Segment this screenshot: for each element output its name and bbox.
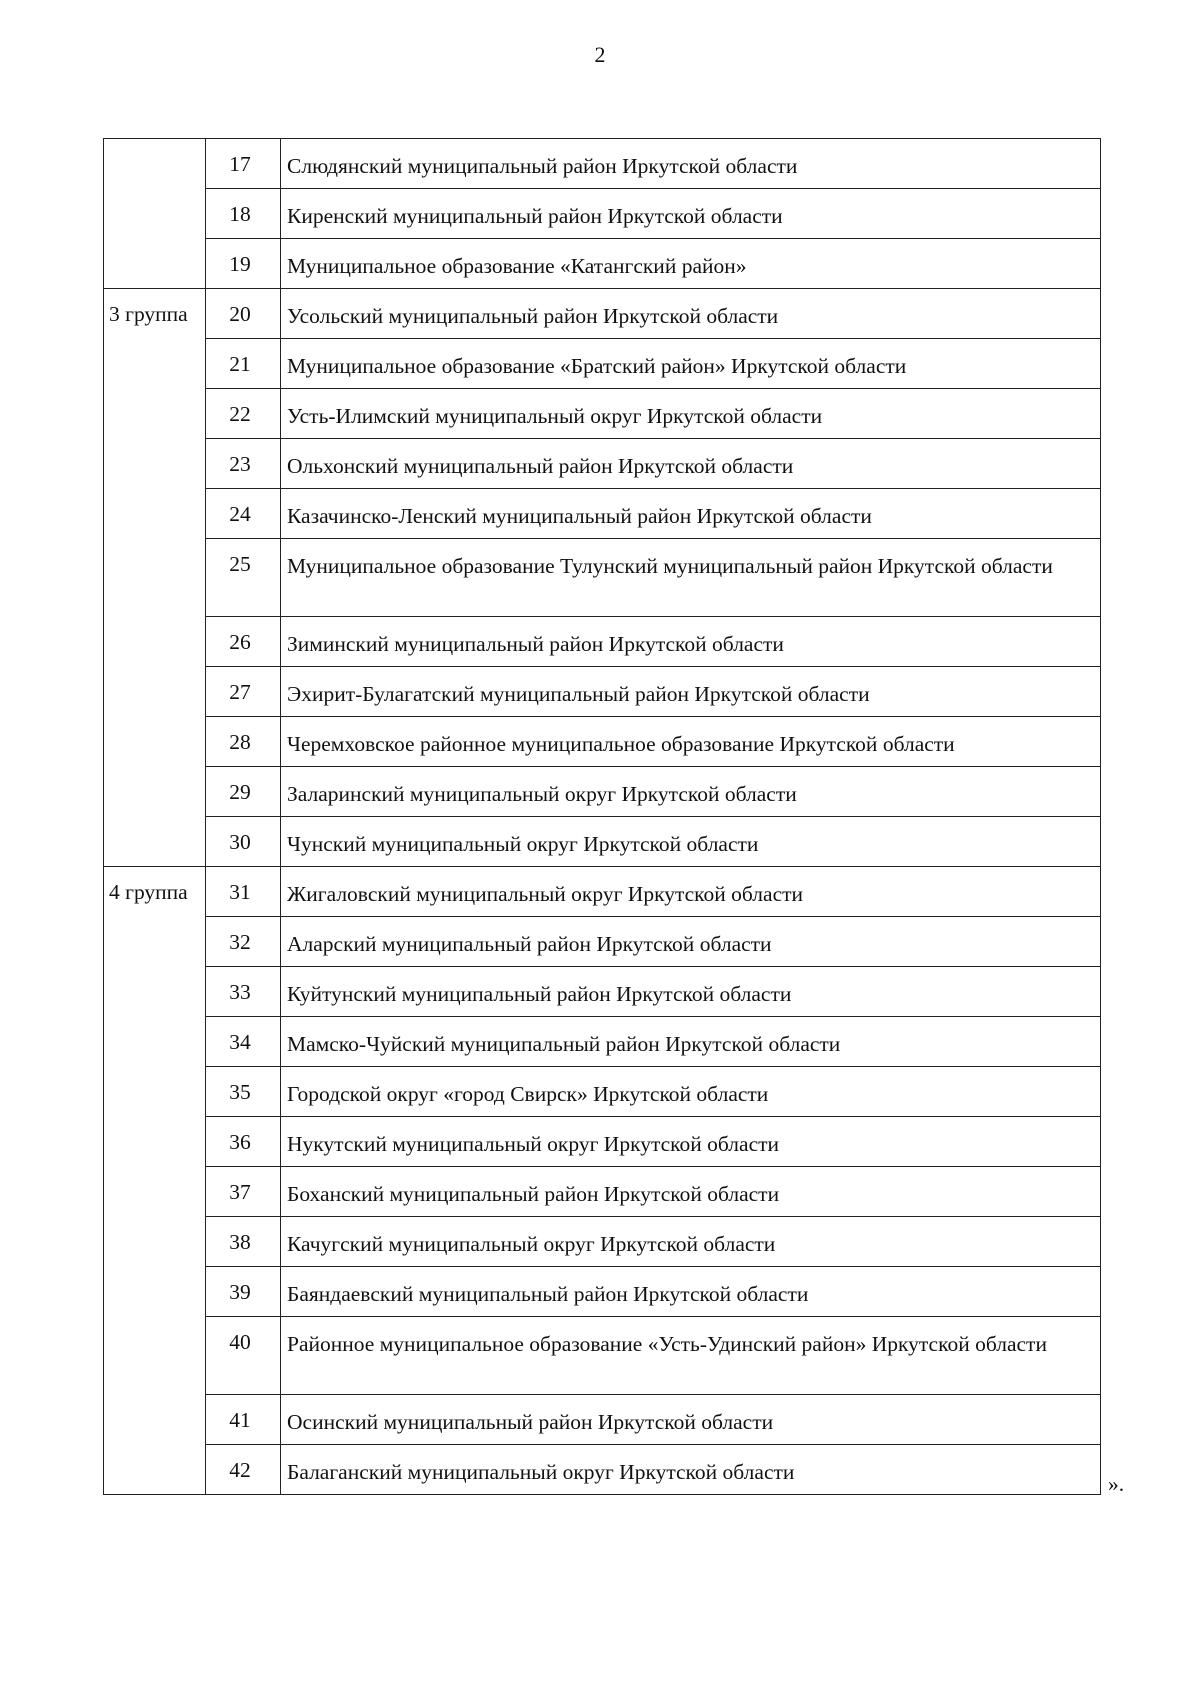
municipality-name bbox=[281, 667, 1101, 717]
table-row bbox=[104, 667, 1101, 717]
municipality-name-text: Зиминский муниципальный район Иркутской области bbox=[287, 632, 784, 656]
municipality-name-text: Боханский муниципальный район Иркутской области bbox=[287, 1182, 780, 1206]
row-number: 28 bbox=[206, 717, 281, 767]
municipality-name-text: Слюдянский муниципальный район Иркутской области bbox=[287, 154, 798, 178]
table-row bbox=[104, 1117, 1101, 1167]
row-number: 27 bbox=[206, 667, 281, 717]
municipality-name bbox=[281, 1267, 1101, 1317]
municipality-name bbox=[281, 817, 1101, 867]
municipality-name-text: Осинский муниципальный район Иркутской области bbox=[287, 1410, 774, 1434]
municipality-name-text: Черемховское районное муниципальное образование Иркутской области bbox=[287, 732, 955, 756]
row-number: 24 bbox=[206, 489, 281, 539]
table-row bbox=[104, 339, 1101, 389]
municipality-name-text: Киренский муниципальный район Иркутской области bbox=[287, 204, 783, 228]
table-row bbox=[104, 917, 1101, 967]
table-row bbox=[104, 967, 1101, 1017]
municipality-name-text: Муниципальное образование Тулунский муниципальный район Иркутской области bbox=[287, 554, 1053, 578]
table-row bbox=[104, 1445, 1101, 1495]
municipality-name-text: Эхирит-Булагатский муниципальный район Иркутской области bbox=[287, 682, 870, 706]
municipality-name-text: Баяндаевский муниципальный район Иркутской области bbox=[287, 1282, 809, 1306]
table-row bbox=[104, 189, 1101, 239]
table-row bbox=[104, 1395, 1101, 1445]
row-number: 42 bbox=[206, 1445, 281, 1495]
municipality-name-text: Мамско-Чуйский муниципальный район Иркутской области bbox=[287, 1032, 841, 1056]
municipality-name bbox=[281, 617, 1101, 667]
row-number: 21 bbox=[206, 339, 281, 389]
table-row bbox=[104, 717, 1101, 767]
municipality-name bbox=[281, 717, 1101, 767]
table-row bbox=[104, 1017, 1101, 1067]
municipality-name-text: Муниципальное образование «Братский район» Иркутской области bbox=[287, 354, 907, 378]
row-number: 20 bbox=[206, 289, 281, 339]
group-cell bbox=[104, 139, 206, 289]
row-number: 35 bbox=[206, 1067, 281, 1117]
municipality-name-text: Заларинский муниципальный округ Иркутской области bbox=[287, 782, 797, 806]
table-row bbox=[104, 139, 1101, 189]
table-row bbox=[104, 539, 1101, 617]
table-row bbox=[104, 1067, 1101, 1117]
municipality-name-text: Нукутский муниципальный округ Иркутской области bbox=[287, 1132, 780, 1156]
row-number: 38 bbox=[206, 1217, 281, 1267]
row-number: 40 bbox=[206, 1317, 281, 1395]
municipality-name-text: Казачинско-Ленский муниципальный район Иркутской области bbox=[287, 504, 872, 528]
municipality-name bbox=[281, 239, 1101, 289]
municipality-name bbox=[281, 139, 1101, 189]
group-cell: 3 группа bbox=[104, 289, 206, 867]
municipality-name bbox=[281, 1067, 1101, 1117]
municipality-name bbox=[281, 1395, 1101, 1445]
table-row bbox=[104, 239, 1101, 289]
municipality-name-text: Усольский муниципальный район Иркутской области bbox=[287, 304, 779, 328]
row-number: 41 bbox=[206, 1395, 281, 1445]
row-number: 23 bbox=[206, 439, 281, 489]
row-number: 17 bbox=[206, 139, 281, 189]
row-number: 36 bbox=[206, 1117, 281, 1167]
table-row bbox=[104, 1217, 1101, 1267]
row-number: 32 bbox=[206, 917, 281, 967]
municipality-name bbox=[281, 767, 1101, 817]
row-number: 19 bbox=[206, 239, 281, 289]
table-row bbox=[104, 617, 1101, 667]
municipality-name bbox=[281, 1317, 1101, 1395]
row-number: 34 bbox=[206, 1017, 281, 1067]
municipality-name bbox=[281, 1017, 1101, 1067]
table-row bbox=[104, 867, 1101, 917]
municipality-name-text: Аларский муниципальный район Иркутской области bbox=[287, 932, 772, 956]
table-row bbox=[104, 439, 1101, 489]
municipality-name-text: Балаганский муниципальный округ Иркутской области bbox=[287, 1460, 795, 1484]
row-number: 26 bbox=[206, 617, 281, 667]
closing-quote-mark: ». bbox=[1108, 1472, 1125, 1496]
table-row bbox=[104, 767, 1101, 817]
table-row bbox=[104, 389, 1101, 439]
table-row bbox=[104, 1267, 1101, 1317]
municipality-name bbox=[281, 967, 1101, 1017]
municipality-name bbox=[281, 917, 1101, 967]
table-row bbox=[104, 1167, 1101, 1217]
municipality-name-text: Усть-Илимский муниципальный округ Иркутской области bbox=[287, 404, 823, 428]
municipality-name-text: Чунский муниципальный округ Иркутской области bbox=[287, 832, 759, 856]
municipality-name bbox=[281, 539, 1101, 617]
municipality-name-text: Качугский муниципальный округ Иркутской области bbox=[287, 1232, 776, 1256]
row-number: 25 bbox=[206, 539, 281, 617]
municipality-name bbox=[281, 1217, 1101, 1267]
municipality-name bbox=[281, 1445, 1101, 1495]
row-number: 29 bbox=[206, 767, 281, 817]
row-number: 30 bbox=[206, 817, 281, 867]
group-cell: 4 группа bbox=[104, 867, 206, 1495]
municipality-name-text: Районное муниципальное образование «Усть-Удинский район» Иркутской области bbox=[287, 1332, 1047, 1356]
municipality-name bbox=[281, 867, 1101, 917]
municipality-name bbox=[281, 1117, 1101, 1167]
municipality-name bbox=[281, 489, 1101, 539]
table-row bbox=[104, 1317, 1101, 1395]
municipality-name-text: Куйтунский муниципальный район Иркутской области bbox=[287, 982, 792, 1006]
municipalities-table bbox=[103, 138, 1101, 1495]
municipality-name bbox=[281, 289, 1101, 339]
municipality-name bbox=[281, 389, 1101, 439]
municipality-name bbox=[281, 339, 1101, 389]
municipality-name-text: Жигаловский муниципальный округ Иркутской области bbox=[287, 882, 804, 906]
row-number: 37 bbox=[206, 1167, 281, 1217]
municipality-name-text: Муниципальное образование «Катангский район» bbox=[287, 254, 747, 278]
row-number: 18 bbox=[206, 189, 281, 239]
municipality-name-text: Городской округ «город Свирск» Иркутской области bbox=[287, 1082, 769, 1106]
row-number: 33 bbox=[206, 967, 281, 1017]
municipality-name bbox=[281, 1167, 1101, 1217]
table-row bbox=[104, 289, 1101, 339]
municipality-name-text: Ольхонский муниципальный район Иркутской области bbox=[287, 454, 794, 478]
row-number: 31 bbox=[206, 867, 281, 917]
table-row bbox=[104, 817, 1101, 867]
row-number: 39 bbox=[206, 1267, 281, 1317]
row-number: 22 bbox=[206, 389, 281, 439]
table-row bbox=[104, 489, 1101, 539]
municipality-name bbox=[281, 189, 1101, 239]
table-body bbox=[104, 139, 1101, 1495]
page-number: 2 bbox=[594, 42, 606, 67]
municipality-name bbox=[281, 439, 1101, 489]
